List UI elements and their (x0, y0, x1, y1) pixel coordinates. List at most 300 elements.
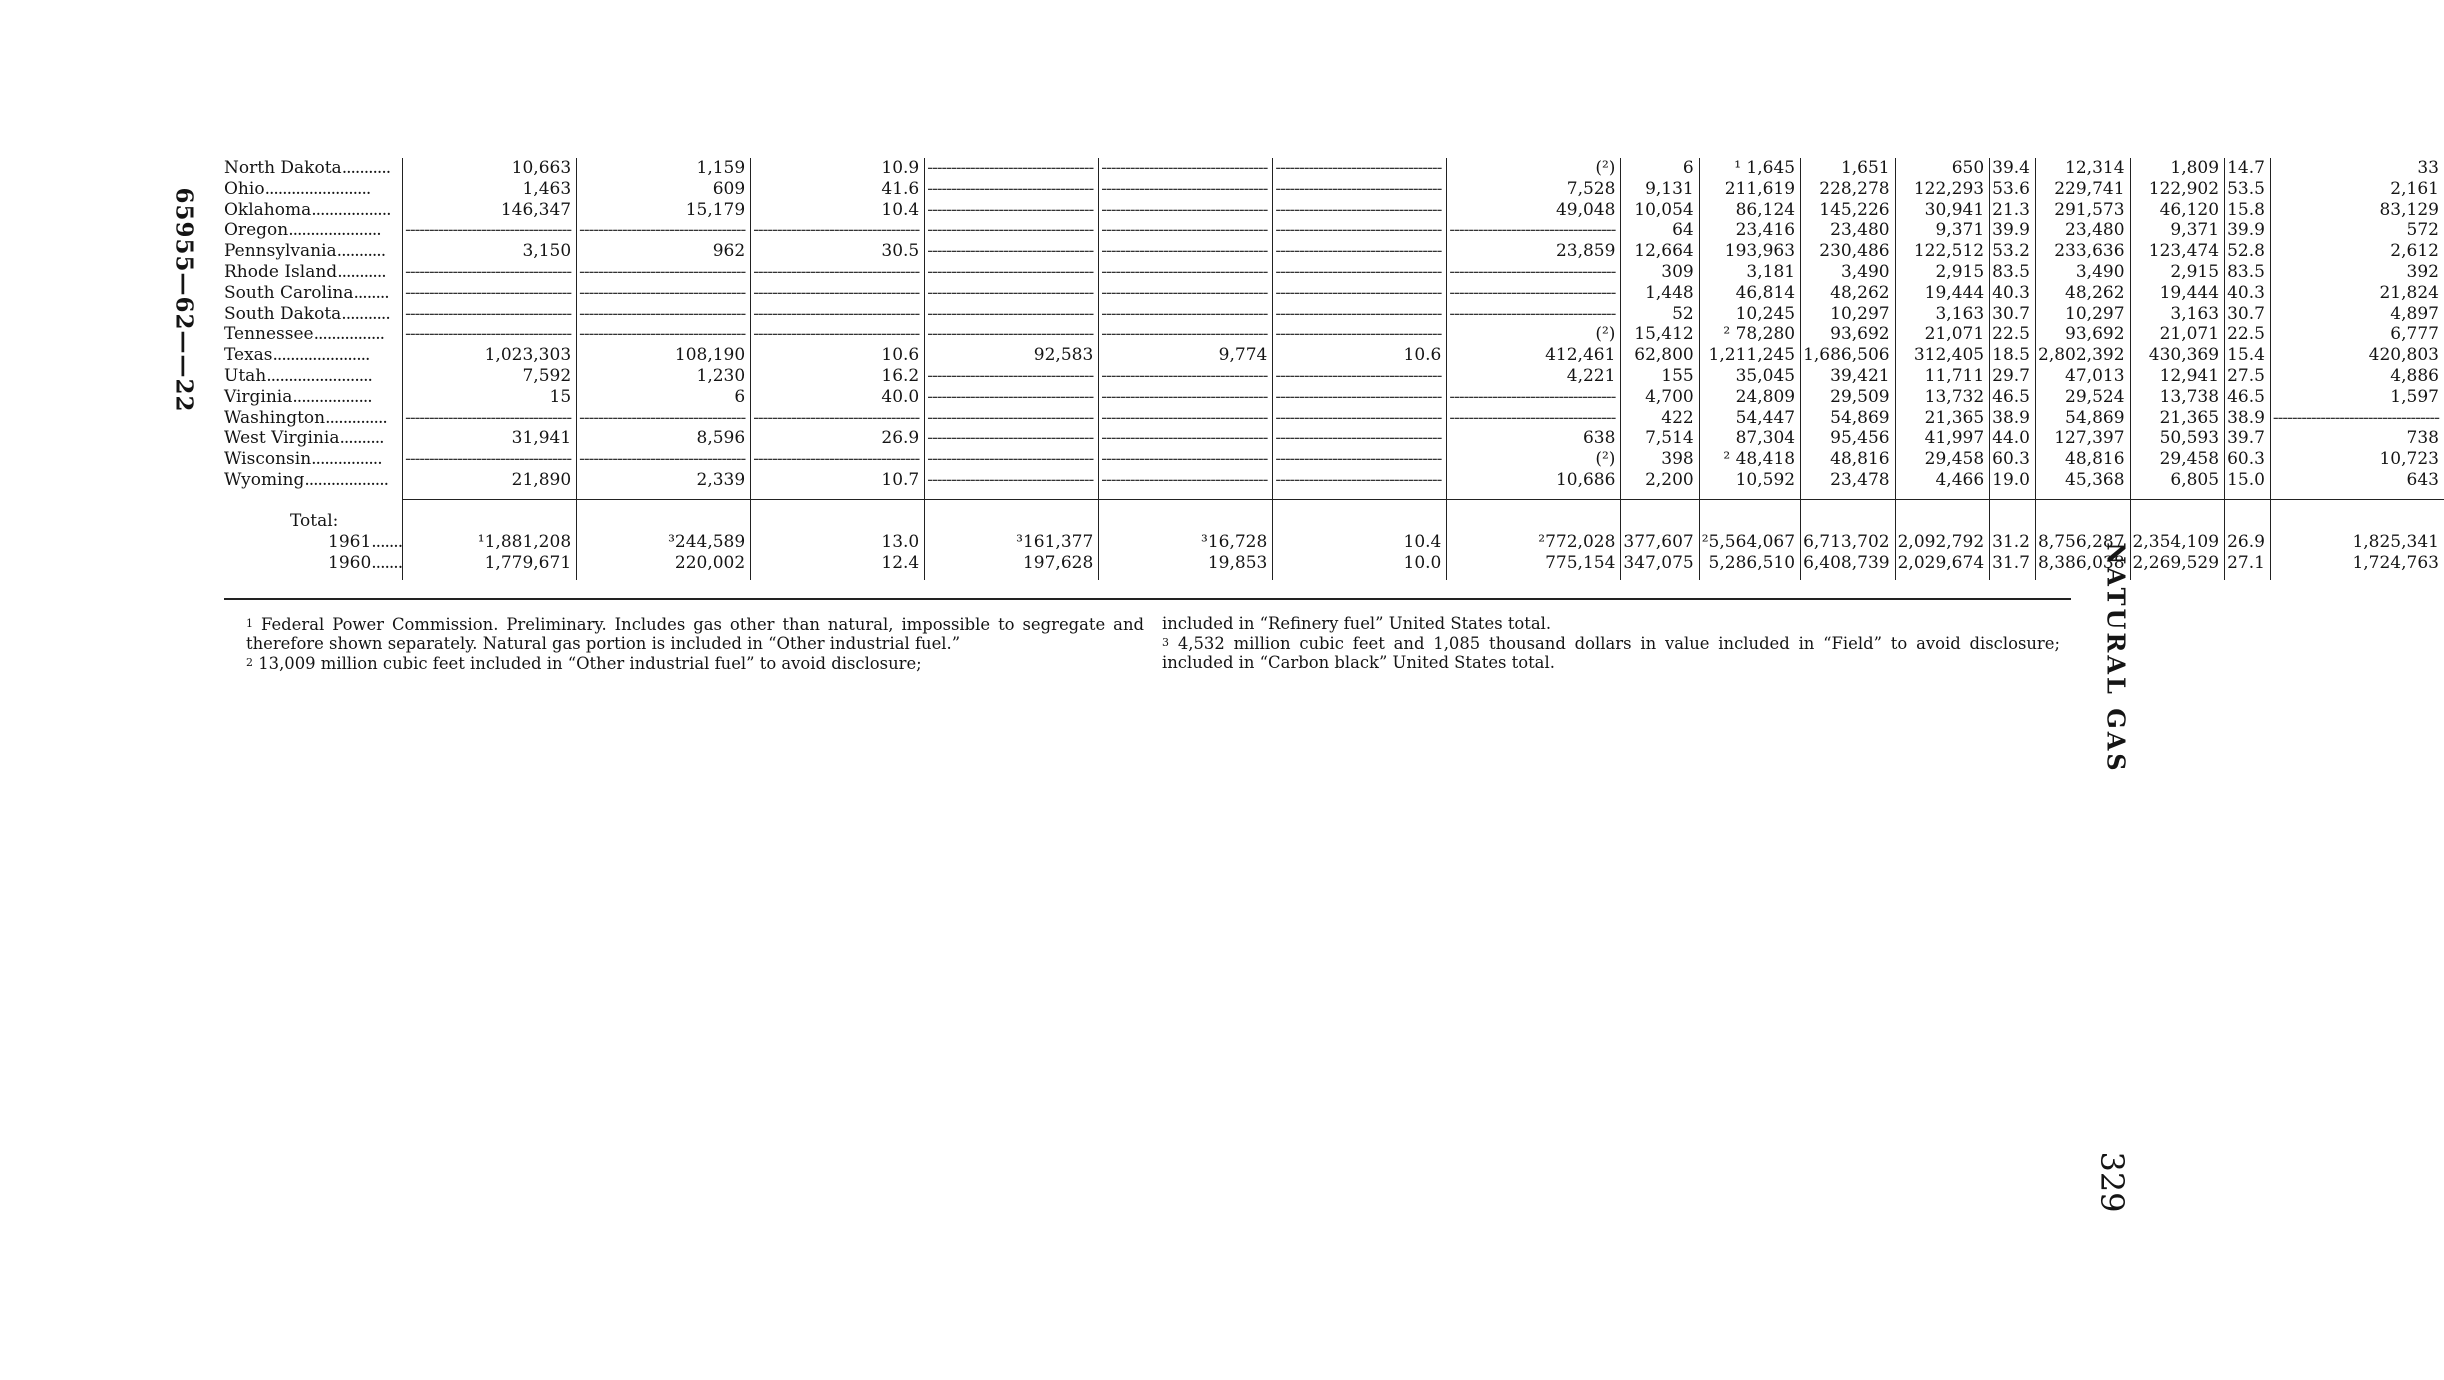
table-cell: 30.7 (2225, 304, 2271, 325)
table-cell: 64 (1621, 220, 1699, 241)
separator-cell (2036, 491, 2131, 500)
table-row (224, 220, 2444, 241)
footnote-mark: 1 (246, 617, 253, 630)
empty-cell: ----------------------------------- (1273, 158, 1447, 179)
table-cell: 10,592 (1699, 470, 1800, 491)
table-cell: 9,131 (1621, 179, 1699, 200)
table-row (224, 200, 2444, 221)
table-cell: 1,825,341 (2270, 532, 2444, 553)
empty-cell: ----------------------------------- (403, 324, 577, 345)
state-label: Tennessee................ (224, 324, 385, 345)
table-row (224, 449, 2444, 470)
empty-cell: ----------------------------------- (1447, 262, 1621, 283)
table-cell: 3,163 (1895, 304, 1990, 325)
footnote (246, 653, 1144, 673)
separator-cell (2130, 491, 2225, 500)
table-cell: ¹1,881,208 (403, 532, 577, 553)
table-cell: 609 (577, 179, 751, 200)
empty-cell: ----------------------------------- (751, 262, 925, 283)
table-cell: 10,663 (403, 158, 577, 179)
table-cell: 1,159 (577, 158, 751, 179)
table-cell: 27.1 (2225, 553, 2271, 574)
table-cell: 2,915 (2130, 262, 2225, 283)
table-cell: 122,902 (2130, 179, 2225, 200)
table-cell: 8,756,287 (2036, 532, 2131, 553)
separator-cell (1990, 491, 2036, 500)
table-cell: 7,592 (403, 366, 577, 387)
blank-cell (1990, 499, 2036, 532)
table-cell: 60.3 (2225, 449, 2271, 470)
empty-cell: ----------------------------------- (925, 470, 1099, 491)
separator-cell (1447, 491, 1621, 500)
state-name: South Dakota (224, 303, 342, 324)
table-cell: 9,371 (1895, 220, 1990, 241)
blank-cell (1699, 499, 1800, 532)
table-cell: 45,368 (2036, 470, 2131, 491)
empty-cell: ----------------------------------- (1273, 241, 1447, 262)
table-cell: 52.8 (2225, 241, 2271, 262)
table-cell: 193,963 (1699, 241, 1800, 262)
state-name: Virginia (224, 386, 293, 407)
table-cell: 10.4 (751, 200, 925, 221)
empty-cell: ----------------------------------- (1099, 304, 1273, 325)
separator-cell (1621, 491, 1699, 500)
empty-cell: ----------------------------------- (1273, 408, 1447, 429)
table-cell: 6,713,702 (1801, 532, 1896, 553)
separator-cell (2270, 491, 2444, 500)
empty-cell: ----------------------------------- (1099, 366, 1273, 387)
table-cell: 6 (577, 387, 751, 408)
empty-cell: ----------------------------------- (925, 179, 1099, 200)
table-cell: 21,071 (1895, 324, 1990, 345)
empty-cell: ----------------------------------- (403, 304, 577, 325)
empty-cell: ----------------------------------- (751, 220, 925, 241)
table-cell: 10.4 (1273, 532, 1447, 553)
table-cell: 19,444 (1895, 283, 1990, 304)
empty-cell: ----------------------------------- (1099, 449, 1273, 470)
state-name: Utah (224, 365, 267, 386)
table-cell: 54,447 (1699, 408, 1800, 429)
table-cell: 10.7 (751, 470, 925, 491)
table-cell: 2,354,109 (2130, 532, 2225, 553)
state-name: North Dakota (224, 158, 342, 178)
empty-cell: ----------------------------------- (1273, 179, 1447, 200)
state-label: Rhode Island........... (224, 261, 386, 282)
table-cell: ²772,028 (1447, 532, 1621, 553)
table-cell: 30.7 (1990, 304, 2036, 325)
table-cell: 291,573 (2036, 200, 2131, 221)
separator-cell (1273, 491, 1447, 500)
table-cell: 83.5 (1990, 262, 2036, 283)
table-cell: 19.0 (1990, 470, 2036, 491)
state-name: Wisconsin (224, 449, 312, 470)
blank-cell (751, 499, 925, 532)
table-row (224, 262, 2444, 283)
table-cell: 21,890 (403, 470, 577, 491)
table-cell: 2,612 (2270, 241, 2444, 262)
table-cell: 638 (1447, 428, 1621, 449)
empty-cell: ----------------------------------- (1273, 387, 1447, 408)
blank-cell (1621, 499, 1699, 532)
table-cell: 1,023,303 (403, 345, 577, 366)
table-cell: 15,179 (577, 200, 751, 221)
table-cell: 14.7 (2225, 158, 2271, 179)
table-cell: 40.3 (2225, 283, 2271, 304)
table-cell: 398 (1621, 449, 1699, 470)
state-label: Oregon..................... (224, 220, 381, 241)
empty-cell: ----------------------------------- (1273, 428, 1447, 449)
table-cell: 4,886 (2270, 366, 2444, 387)
table-cell: 10.6 (751, 345, 925, 366)
table-cell: 15 (403, 387, 577, 408)
page-number: 329 (2093, 1151, 2131, 1213)
table-cell: 13,732 (1895, 387, 1990, 408)
state-label: Wisconsin................ (224, 449, 382, 470)
table-cell: 46.5 (2225, 387, 2271, 408)
empty-cell: ----------------------------------- (1273, 200, 1447, 221)
table-cell: ³16,728 (1099, 532, 1273, 553)
table-cell: 41,997 (1895, 428, 1990, 449)
table-cell: 48,262 (2036, 283, 2131, 304)
table-cell: 31.7 (1990, 553, 2036, 574)
table-cell: 30,941 (1895, 200, 1990, 221)
table-cell: 15.0 (2225, 470, 2271, 491)
table-cell: 39,421 (1801, 366, 1896, 387)
table-cell: 35,045 (1699, 366, 1800, 387)
table-cell: 8,386,038 (2036, 553, 2131, 574)
spacer-cell (925, 574, 1099, 580)
table-cell: 40.3 (1990, 283, 2036, 304)
table-cell: 50,593 (2130, 428, 2225, 449)
table-cell: 29,458 (1895, 449, 1990, 470)
state-label: Washington.............. (224, 407, 387, 428)
table-cell: ¹ 1,645 (1699, 158, 1800, 179)
table-cell: 9,371 (2130, 220, 2225, 241)
table-cell: 21,071 (2130, 324, 2225, 345)
table-cell: 197,628 (925, 553, 1099, 574)
table-row (224, 179, 2444, 200)
table-cell: (²) (1447, 158, 1621, 179)
table-cell: 10,054 (1621, 200, 1699, 221)
state-name: Pennsylvania (224, 241, 337, 262)
table-row (224, 241, 2444, 262)
empty-cell: ----------------------------------- (1273, 449, 1447, 470)
separator-cell (1699, 491, 1800, 500)
table-cell: 39.9 (2225, 220, 2271, 241)
table-cell: 29,509 (1801, 387, 1896, 408)
total-row (224, 532, 2444, 553)
empty-cell: ----------------------------------- (1099, 262, 1273, 283)
table-cell: 1,651 (1801, 158, 1896, 179)
empty-cell: ----------------------------------- (751, 408, 925, 429)
footnote-mark: 2 (246, 656, 253, 669)
state-label: Ohio........................ (224, 178, 371, 199)
state-name: West Virginia (224, 428, 340, 449)
table-cell: 347,075 (1621, 553, 1699, 574)
empty-cell: ----------------------------------- (577, 304, 751, 325)
empty-cell: ----------------------------------- (1273, 304, 1447, 325)
table-cell: 29,458 (2130, 449, 2225, 470)
blank-cell (1895, 499, 1990, 532)
spacer-cell (751, 574, 925, 580)
empty-cell: ----------------------------------- (403, 449, 577, 470)
table-cell: 21.3 (1990, 200, 2036, 221)
spacer-cell (1099, 574, 1273, 580)
empty-cell: ----------------------------------- (1099, 158, 1273, 179)
empty-cell: ----------------------------------- (1273, 220, 1447, 241)
table-cell: 122,293 (1895, 179, 1990, 200)
table-cell: 44.0 (1990, 428, 2036, 449)
footnotes-left-column (246, 614, 1144, 673)
state-label: South Carolina........ (224, 282, 389, 303)
table-cell: 16.2 (751, 366, 925, 387)
state-label: Texas...................... (224, 345, 370, 366)
footnote-text: Federal Power Commission. Preliminary. Includes gas other than natural, impossible to segregate and therefore shown separately. Natural gas portion is included in “Other industrial fuel.” (246, 615, 1145, 653)
table-cell: 92,583 (925, 345, 1099, 366)
table-cell: 412,461 (1447, 345, 1621, 366)
table-cell: 10,686 (1447, 470, 1621, 491)
table-cell: 6,408,739 (1801, 553, 1896, 574)
spacer-cell (1273, 574, 1447, 580)
empty-cell: ----------------------------------- (1099, 241, 1273, 262)
table-cell: ³244,589 (577, 532, 751, 553)
state-name: Oklahoma (224, 199, 312, 220)
state-name: Wyoming (224, 469, 305, 490)
empty-cell: ----------------------------------- (1447, 220, 1621, 241)
table-cell: 2,802,392 (2036, 345, 2131, 366)
table-cell: 108,190 (577, 345, 751, 366)
table-cell: 377,607 (1621, 532, 1699, 553)
blank-cell (2036, 499, 2131, 532)
blank-cell (403, 499, 577, 532)
table-cell: 145,226 (1801, 200, 1896, 221)
empty-cell: ----------------------------------- (577, 408, 751, 429)
spacer-cell (2270, 574, 2444, 580)
table-cell: 10.9 (751, 158, 925, 179)
table-cell: 83.5 (2225, 262, 2271, 283)
empty-cell: ----------------------------------- (1447, 387, 1621, 408)
table-cell: 27.5 (2225, 366, 2271, 387)
table-cell: 86,124 (1699, 200, 1800, 221)
footnotes-right-column (1162, 614, 2060, 672)
running-title: NATURAL GAS (2101, 542, 2131, 774)
state-name: Ohio (224, 178, 265, 199)
table-cell: 3,181 (1699, 262, 1800, 283)
table-cell: 19,853 (1099, 553, 1273, 574)
table-cell: 3,490 (2036, 262, 2131, 283)
empty-cell: ----------------------------------- (925, 283, 1099, 304)
state-name: Oregon (224, 220, 289, 241)
empty-cell: ----------------------------------- (577, 449, 751, 470)
empty-cell: ----------------------------------- (577, 283, 751, 304)
footnote (246, 614, 1144, 653)
state-label: Wyoming................... (224, 469, 389, 490)
table-cell: 229,741 (2036, 179, 2131, 200)
spacer-cell (1895, 574, 1990, 580)
table-row (224, 428, 2444, 449)
spacer-cell (1990, 574, 2036, 580)
table-row (224, 470, 2444, 491)
table-cell: 53.5 (2225, 179, 2271, 200)
table-cell: 10,297 (2036, 304, 2131, 325)
state-label: West Virginia.......... (224, 428, 384, 449)
empty-cell: ----------------------------------- (1447, 283, 1621, 304)
table-cell: 572 (2270, 220, 2444, 241)
footnote-text: included in “Refinery fuel” United States total. (1162, 614, 1552, 633)
table-cell: 738 (2270, 428, 2444, 449)
separator-cell (1801, 491, 1896, 500)
table-cell: 18.5 (1990, 345, 2036, 366)
table-cell: 31.2 (1990, 532, 2036, 553)
table-cell: 13.0 (751, 532, 925, 553)
empty-cell: ----------------------------------- (925, 241, 1099, 262)
separator-spacer (224, 491, 403, 500)
table-cell: 52 (1621, 304, 1699, 325)
spacer-cell (1447, 574, 1621, 580)
table-cell: 228,278 (1801, 179, 1896, 200)
table-cell: 39.9 (1990, 220, 2036, 241)
table-cell: 13,738 (2130, 387, 2225, 408)
table-cell: 220,002 (577, 553, 751, 574)
state-label: Virginia.................. (224, 386, 372, 407)
blank-cell (925, 499, 1099, 532)
table-cell: 53.2 (1990, 241, 2036, 262)
empty-cell: ----------------------------------- (925, 304, 1099, 325)
table-cell: 93,692 (2036, 324, 2131, 345)
state-label: North Dakota........... (224, 158, 391, 178)
spacer-cell (1801, 574, 1896, 580)
empty-cell: ----------------------------------- (751, 449, 925, 470)
spacer-row (224, 574, 2444, 580)
table-cell: 46,120 (2130, 200, 2225, 221)
table-cell: ² 78,280 (1699, 324, 1800, 345)
table-cell: 23,478 (1801, 470, 1896, 491)
table-cell: 1,211,245 (1699, 345, 1800, 366)
table-cell: 46,814 (1699, 283, 1800, 304)
year-label: 1960....... (328, 552, 403, 573)
table-row (224, 158, 2444, 179)
table-cell: 23,480 (1801, 220, 1896, 241)
table-cell: 22.5 (1990, 324, 2036, 345)
empty-cell: ----------------------------------- (1447, 304, 1621, 325)
table-cell: 4,466 (1895, 470, 1990, 491)
state-name: Rhode Island (224, 261, 338, 282)
table-cell: (²) (1447, 324, 1621, 345)
table-cell: 3,150 (403, 241, 577, 262)
empty-cell: ----------------------------------- (577, 324, 751, 345)
table-cell: 2,339 (577, 470, 751, 491)
spacer-cell (224, 574, 403, 580)
empty-cell: ----------------------------------- (403, 408, 577, 429)
blank-cell (2225, 499, 2271, 532)
empty-cell: ----------------------------------- (925, 449, 1099, 470)
separator-cell (2225, 491, 2271, 500)
table-cell: 12.4 (751, 553, 925, 574)
table-cell: 60.3 (1990, 449, 2036, 470)
table-cell: 230,486 (1801, 241, 1896, 262)
table-cell: 87,304 (1699, 428, 1800, 449)
table-cell: 1,448 (1621, 283, 1699, 304)
table-cell: 48,816 (2036, 449, 2131, 470)
table-cell: 5,286,510 (1699, 553, 1800, 574)
blank-cell (2130, 499, 2225, 532)
table-cell: 29,524 (2036, 387, 2131, 408)
table-cell: 93,692 (1801, 324, 1896, 345)
table-cell: 4,897 (2270, 304, 2444, 325)
table-cell: ³161,377 (925, 532, 1099, 553)
table-cell: (²) (1447, 449, 1621, 470)
table-cell: 392 (2270, 262, 2444, 283)
spacer-cell (1621, 574, 1699, 580)
empty-cell: ----------------------------------- (577, 262, 751, 283)
blank-cell (1447, 499, 1621, 532)
table-cell: 39.7 (2225, 428, 2271, 449)
spacer-cell (403, 574, 577, 580)
table-cell: 3,163 (2130, 304, 2225, 325)
table-cell: 10.0 (1273, 553, 1447, 574)
table-cell: 643 (2270, 470, 2444, 491)
empty-cell: ----------------------------------- (925, 220, 1099, 241)
table-cell: 10.6 (1273, 345, 1447, 366)
table-cell: 1,230 (577, 366, 751, 387)
footnote (1162, 614, 2060, 633)
empty-cell: ----------------------------------- (925, 387, 1099, 408)
table-cell: 1,779,671 (403, 553, 577, 574)
table-cell: 31,941 (403, 428, 577, 449)
state-name: Tennessee (224, 324, 314, 345)
total-heading-row (224, 499, 2444, 532)
total-label: Total: (290, 511, 339, 532)
table-row (224, 283, 2444, 304)
table-cell: 12,941 (2130, 366, 2225, 387)
empty-cell: ----------------------------------- (925, 366, 1099, 387)
spacer-cell (2225, 574, 2271, 580)
table-cell: 47,013 (2036, 366, 2131, 387)
table-cell: 146,347 (403, 200, 577, 221)
table-cell: 6,805 (2130, 470, 2225, 491)
state-label: Oklahoma.................. (224, 199, 391, 220)
table-cell: 15.8 (2225, 200, 2271, 221)
blank-cell (2270, 499, 2444, 532)
table-row (224, 408, 2444, 429)
separator-cell (577, 491, 751, 500)
table-cell: 1,809 (2130, 158, 2225, 179)
empty-cell: ----------------------------------- (403, 262, 577, 283)
table-cell: 30.5 (751, 241, 925, 262)
empty-cell: ----------------------------------- (2270, 408, 2444, 429)
table-cell: 233,636 (2036, 241, 2131, 262)
table-cell: 15.4 (2225, 345, 2271, 366)
blank-cell (1801, 499, 1896, 532)
table-cell: 127,397 (2036, 428, 2131, 449)
table-cell: 12,664 (1621, 241, 1699, 262)
table-cell: 19,444 (2130, 283, 2225, 304)
state-name: Washington (224, 407, 326, 428)
separator-row (224, 491, 2444, 500)
table-cell: 23,416 (1699, 220, 1800, 241)
state-label: South Dakota........... (224, 303, 390, 324)
table-cell: 2,161 (2270, 179, 2444, 200)
empty-cell: ----------------------------------- (1099, 408, 1273, 429)
table-cell: 23,859 (1447, 241, 1621, 262)
table-cell: 6,777 (2270, 324, 2444, 345)
table-cell: 95,456 (1801, 428, 1896, 449)
table-cell: 6 (1621, 158, 1699, 179)
empty-cell: ----------------------------------- (577, 220, 751, 241)
table-cell: 775,154 (1447, 553, 1621, 574)
state-name: South Carolina (224, 282, 354, 303)
table-cell: 312,405 (1895, 345, 1990, 366)
